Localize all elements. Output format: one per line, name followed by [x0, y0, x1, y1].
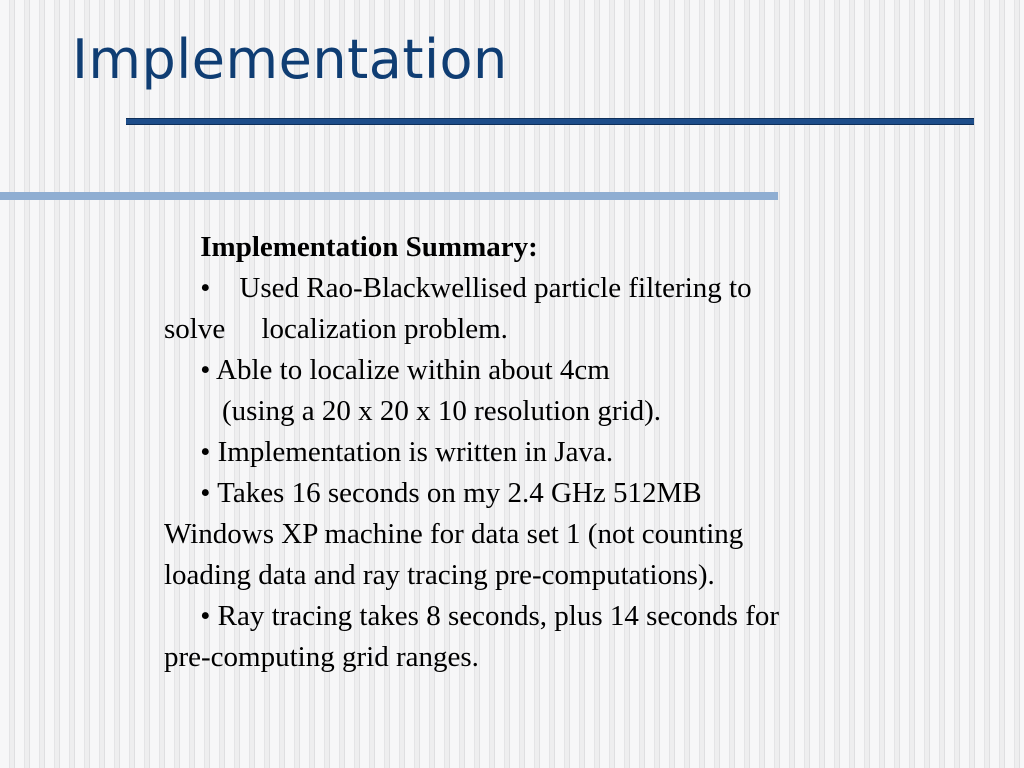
bullet-line: Windows XP machine for data set 1 (not counting	[164, 518, 744, 550]
title-underline-light	[0, 192, 778, 200]
bullet-line: • Implementation is written in Java.	[164, 436, 614, 468]
slide-title: Implementation	[72, 28, 508, 91]
bullet-line: pre-computing grid ranges.	[164, 641, 479, 673]
bullet-line: • Able to localize within about 4cm	[164, 354, 610, 386]
bullet-line: (using a 20 x 20 x 10 resolution grid).	[164, 395, 661, 427]
bullet-line: solve localization problem.	[164, 313, 508, 345]
bullet-line: loading data and ray tracing pre-computations).	[164, 559, 715, 591]
summary-heading: Implementation Summary:	[164, 231, 538, 263]
bullet-line: • Takes 16 seconds on my 2.4 GHz 512MB	[164, 477, 702, 509]
bullet-line: • Used Rao-Blackwellised particle filtering to	[164, 272, 752, 304]
slide-body	[164, 227, 894, 678]
title-underline-dark	[126, 118, 974, 125]
bullet-line: • Ray tracing takes 8 seconds, plus 14 seconds for	[164, 600, 780, 632]
